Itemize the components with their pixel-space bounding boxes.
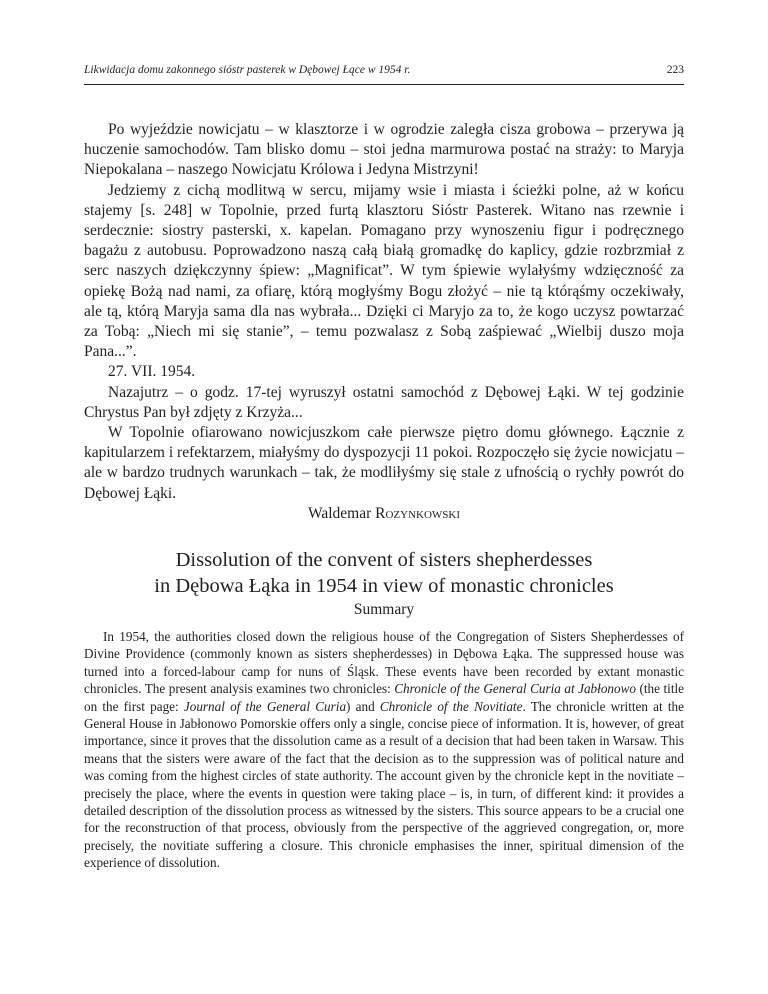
body-paragraph-date: 27. VII. 1954. xyxy=(108,363,196,381)
author-first-name: Waldemar xyxy=(307,505,372,522)
summary-heading: Summary xyxy=(353,601,415,618)
page-number: 223 xyxy=(666,64,684,76)
chronicle-title-novitiate: Chronicle of the Novitiate xyxy=(379,698,523,714)
summary-paragraph xyxy=(84,628,684,872)
summary-text-run: (the title on the first page: xyxy=(84,681,685,714)
summary-text xyxy=(84,628,684,872)
summary-text-run: In 1954, the authorities closed down the religious house of the Congregation of Sisters Shepherdesses of Divine Providence (commonly known as sisters shepherdesses) in Dębowa Łąka. The suppressed house was turned into a forced-labour camp for nuns of Śląsk. These events have been recorded by extant monastic chronicles. The present analysis examines two chronicles: xyxy=(84,629,684,697)
body-paragraph: Nazajutrz – o godz. 17-tej wyruszył ostatni samochód z Dębowej Łąki. W tej godzinie Chrystus Pan był zdjęty z Krzyża... xyxy=(84,383,684,421)
summary-title xyxy=(84,547,684,599)
body-paragraph: W Topolnie ofiarowano nowicjuszkom całe pierwsze piętro domu głównego. Łącznie z kapitularzem i refektarzem, miałyśmy do dyspozycji 11 pokoi. Rozpoczęło się życie nowicjatu – ale w bardzo trudnych warunkach – tak, że modliłyśmy się stale z ufnością o rychły powrót do Dębowej Łąki. xyxy=(84,424,684,502)
chronicle-text xyxy=(84,120,684,504)
summary-title-line: Dissolution of the convent of sisters shepherdesses xyxy=(175,549,593,571)
running-title: Likwidacja domu zakonnego sióstr pasterek w Dębowej Łące w 1954 r. xyxy=(84,64,411,76)
summary-title-line: in Dębowa Łąka in 1954 in view of monastic chronicles xyxy=(154,575,614,597)
header-rule xyxy=(84,84,684,85)
summary-text-run: . The chronicle written at the General House in Jabłonowo Pomorskie offers only a single, concise piece of information. It is, however, of great importance, since it proves that the dissolution came as a result of a decision that had been taken in Warsaw. This means that the sisters were aware of the fact that the decision as to the suppression was of political nature and was coming from the highest circles of state authority. The account given by the chronicle kept in the novitiate – precisely the place, where the events in question were taking place – is, in turn, of different kind: it provides a detailed description of the dissolution process as witnessed by the sisters. This source appears to be a crucial one for the reconstruction of that process, obviously from the perspective of the aggrieved congregation, or, more precisely, the novitiate suffering a closure. This chronicle emphasises the inner, spiritual dimension of the experience of dissolution. xyxy=(84,698,685,871)
journal-title: Journal of the General Curia xyxy=(183,698,347,714)
author-last-name: Rozynkowski xyxy=(375,505,461,522)
chronicle-title-general-curia: Chronicle of the General Curia at Jabłonowo xyxy=(394,681,636,697)
body-paragraph: Jedziemy z cichą modlitwą w sercu, mijamy wsie i miasta i ścieżki polne, aż w końcu stajemy [s. 248] w Topolnie, przed furtą klasztoru Sióstr Pasterek. Witano nas rzewnie i serdecznie: siostry pasterski, x. kapelan. Pomagano przy wynoszeniu figur i podręcznego bagażu z autobusu. Poprowadzono naszą całą białą gromadkę do kaplicy, gdzie rozbrzmiał z serc naszych dziękczynny śpiew: „Magnificat”. W tym śpiewie wylałyśmy wdzięczność za opiekę Bożą nad nami, za ofiarę, którą mogłyśmy Bogu złożyć – nie tą którąśmy oczekiwały, ale tą, którą Maryja sama dla nas wybrała... Dzięki ci Maryjo za to, że kogo uczysz powtarzać za Tobą: „Niech mi się stanie”, – temu pozwalasz z Sobą zaśpiewać „Wielbij duszo moja Pana...”. xyxy=(84,181,684,361)
body-paragraph: Po wyjeździe nowicjatu – w klasztorze i w ogrodzie zaległa cisza grobowa – przerywa ją huczenie samochodów. Tam blisko domu – stoi jedna marmurowa postać na straży: to Maryja Niepokalana – naszego Nowicjatu Królowa i Jedyna Mistrzyni! xyxy=(84,121,684,179)
author-name xyxy=(84,504,684,524)
summary-text-run: ) and xyxy=(346,698,380,714)
